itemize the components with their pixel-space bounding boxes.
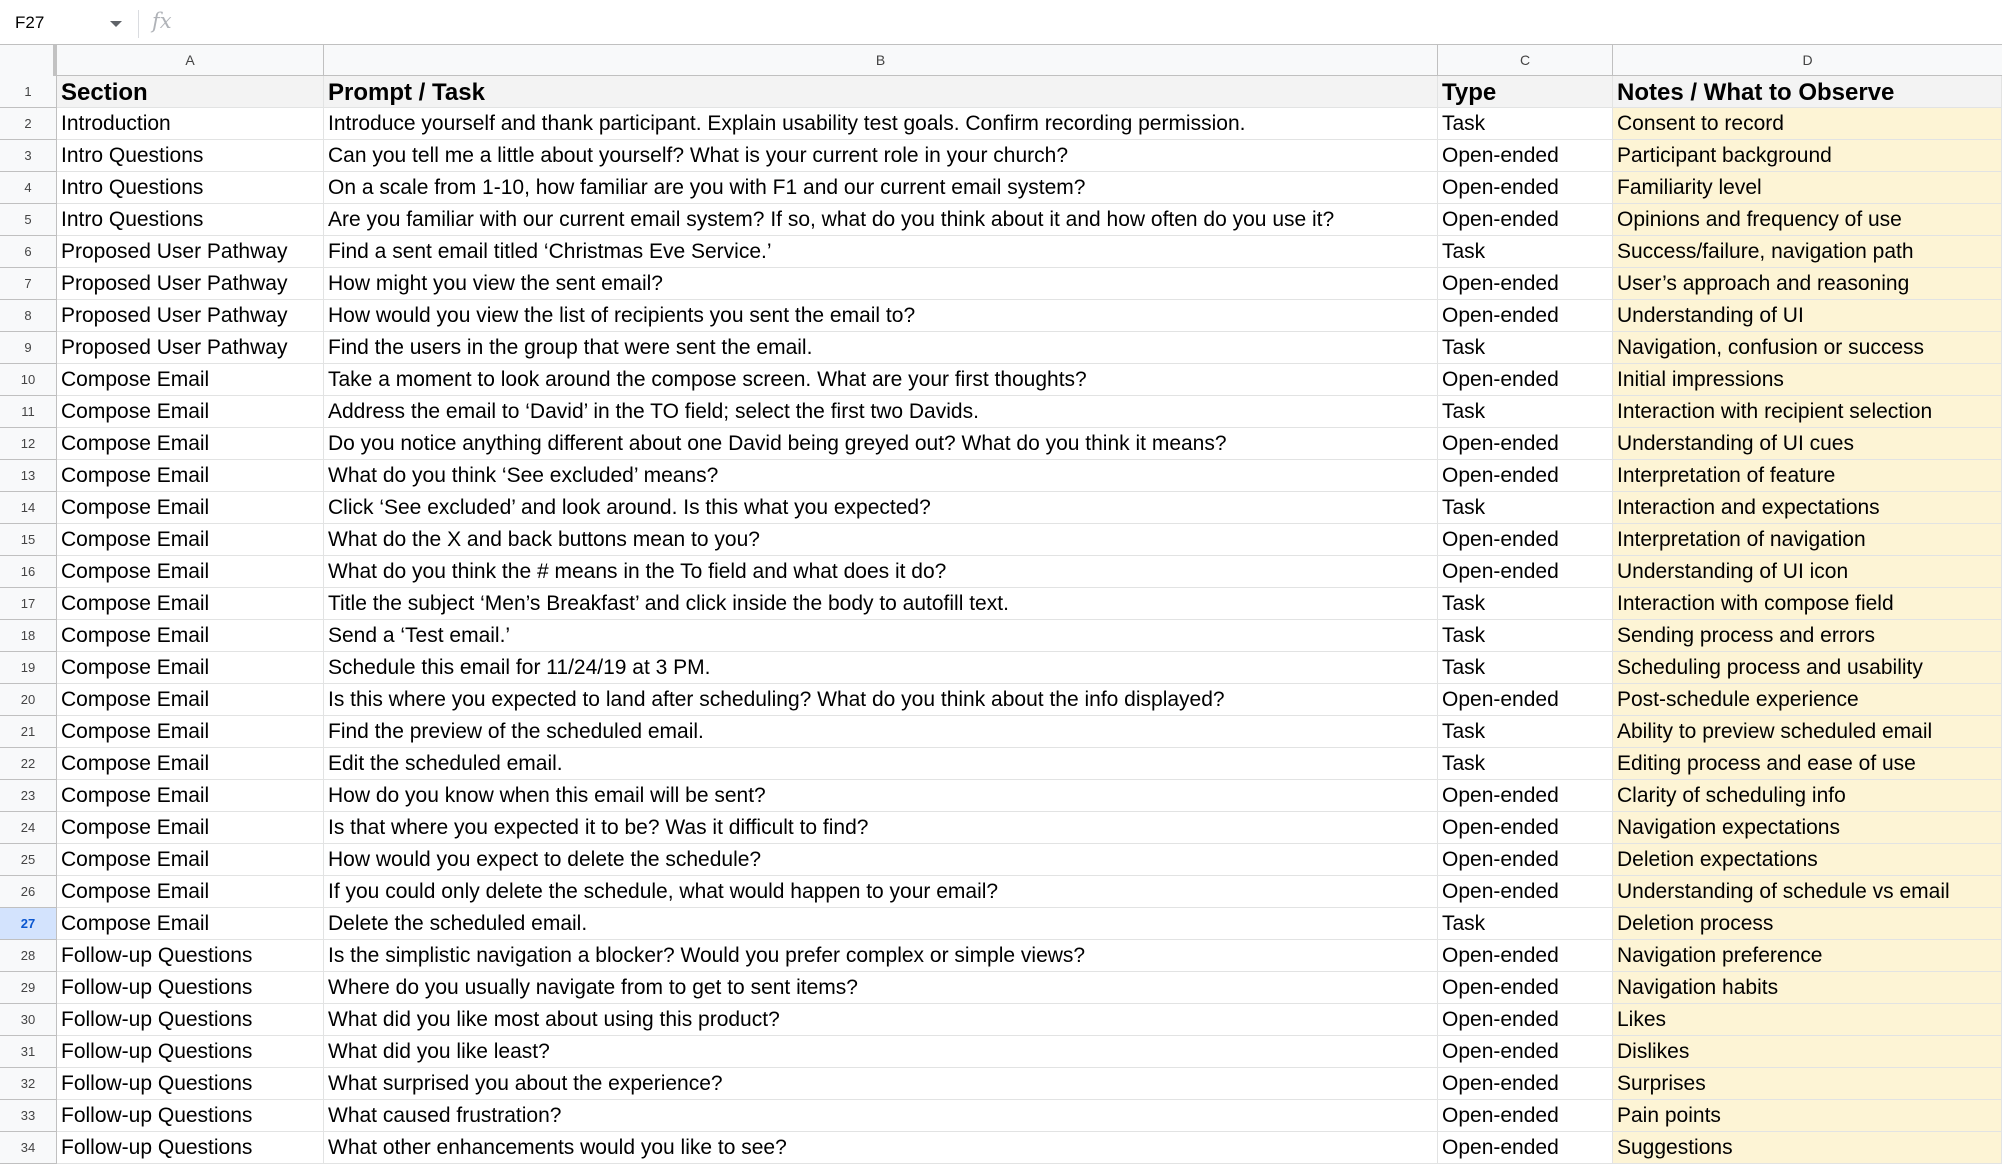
cell-type[interactable]: Task — [1438, 492, 1613, 524]
cell-prompt[interactable]: Is that where you expected it to be? Was it difficult to find? — [324, 812, 1438, 844]
cell-notes[interactable]: Consent to record — [1613, 108, 2002, 140]
cell-notes[interactable]: Sending process and errors — [1613, 620, 2002, 652]
row-number[interactable]: 19 — [0, 652, 57, 684]
table-row — [0, 1132, 2002, 1164]
cell-notes[interactable]: Deletion process — [1613, 908, 2002, 940]
cell-type[interactable]: Open-ended — [1438, 172, 1613, 204]
column-header-c[interactable]: C — [1438, 45, 1613, 76]
cell-notes[interactable]: Interaction with compose field — [1613, 588, 2002, 620]
cell-type[interactable]: Task — [1438, 908, 1613, 940]
table-row — [0, 204, 2002, 236]
cell-type[interactable]: Open-ended — [1438, 1004, 1613, 1036]
row-number[interactable]: 26 — [0, 876, 57, 908]
header-cell-notes[interactable]: Notes / What to Observe — [1613, 76, 2002, 108]
cell-notes[interactable]: Interaction with recipient selection — [1613, 396, 2002, 428]
cell-prompt[interactable]: Are you familiar with our current email system? If so, what do you think about it and how often do you use it? — [324, 204, 1438, 236]
cell-notes[interactable]: Ability to preview scheduled email — [1613, 716, 2002, 748]
row-number[interactable]: 27 — [0, 908, 57, 940]
table-row — [0, 300, 2002, 332]
table-row — [0, 396, 2002, 428]
row-number[interactable]: 9 — [0, 332, 57, 364]
cell-section[interactable]: Proposed User Pathway — [57, 332, 324, 364]
cell-prompt[interactable]: On a scale from 1-10, how familiar are you with F1 and our current email system? — [324, 172, 1438, 204]
table-row — [0, 652, 2002, 684]
cell-section[interactable]: Proposed User Pathway — [57, 236, 324, 268]
cell-prompt[interactable]: Find the users in the group that were sent the email. — [324, 332, 1438, 364]
cell-type[interactable]: Open-ended — [1438, 204, 1613, 236]
row-number[interactable]: 1 — [0, 76, 57, 108]
cell-type[interactable]: Open-ended — [1438, 364, 1613, 396]
cell-section[interactable]: Compose Email — [57, 364, 324, 396]
cell-type[interactable]: Open-ended — [1438, 1036, 1613, 1068]
column-header-row — [0, 44, 2002, 76]
cell-notes[interactable]: Interaction and expectations — [1613, 492, 2002, 524]
cell-section[interactable]: Compose Email — [57, 812, 324, 844]
cell-type[interactable]: Open-ended — [1438, 844, 1613, 876]
cell-prompt[interactable]: Introduce yourself and thank participant. Explain usability test goals. Confirm recording permission. — [324, 108, 1438, 140]
cell-prompt[interactable]: Delete the scheduled email. — [324, 908, 1438, 940]
cell-prompt[interactable]: Is the simplistic navigation a blocker? Would you prefer complex or simple views? — [324, 940, 1438, 972]
cell-type[interactable]: Task — [1438, 748, 1613, 780]
cell-type[interactable]: Open-ended — [1438, 684, 1613, 716]
cell-notes[interactable]: Success/failure, navigation path — [1613, 236, 2002, 268]
cell-section[interactable]: Compose Email — [57, 460, 324, 492]
table-row — [0, 1004, 2002, 1036]
cell-type[interactable]: Open-ended — [1438, 1068, 1613, 1100]
cell-type[interactable]: Task — [1438, 716, 1613, 748]
cell-prompt[interactable]: How might you view the sent email? — [324, 268, 1438, 300]
cell-prompt[interactable]: Find the preview of the scheduled email. — [324, 716, 1438, 748]
row-number[interactable]: 33 — [0, 1100, 57, 1132]
cell-prompt[interactable]: Send a ‘Test email.’ — [324, 620, 1438, 652]
row-number[interactable]: 16 — [0, 556, 57, 588]
cell-type[interactable]: Open-ended — [1438, 780, 1613, 812]
cell-reference[interactable]: F27 — [15, 13, 45, 32]
table-row — [0, 1100, 2002, 1132]
header-cell-section[interactable]: Section — [57, 76, 324, 108]
row-number[interactable]: 34 — [0, 1132, 57, 1164]
cell-section[interactable]: Compose Email — [57, 428, 324, 460]
cell-prompt[interactable]: Address the email to ‘David’ in the TO field; select the first two Davids. — [324, 396, 1438, 428]
column-header-a[interactable]: A — [57, 45, 324, 76]
cell-section[interactable]: Follow-up Questions — [57, 1068, 324, 1100]
table-row — [0, 460, 2002, 492]
row-number[interactable]: 25 — [0, 844, 57, 876]
cell-section[interactable]: Compose Email — [57, 908, 324, 940]
cell-section[interactable]: Compose Email — [57, 524, 324, 556]
cell-notes[interactable]: Editing process and ease of use — [1613, 748, 2002, 780]
header-cell-type[interactable]: Type — [1438, 76, 1613, 108]
table-row — [0, 844, 2002, 876]
cell-section[interactable]: Proposed User Pathway — [57, 300, 324, 332]
cell-type[interactable]: Open-ended — [1438, 556, 1613, 588]
cell-section[interactable]: Compose Email — [57, 588, 324, 620]
cell-type[interactable]: Open-ended — [1438, 460, 1613, 492]
table-row — [0, 524, 2002, 556]
cell-prompt[interactable]: Where do you usually navigate from to get to sent items? — [324, 972, 1438, 1004]
cell-section[interactable]: Compose Email — [57, 844, 324, 876]
column-header-b[interactable]: B — [324, 45, 1438, 76]
cell-section[interactable]: Follow-up Questions — [57, 1036, 324, 1068]
cell-prompt[interactable]: What other enhancements would you like to see? — [324, 1132, 1438, 1164]
cell-section[interactable]: Follow-up Questions — [57, 1100, 324, 1132]
cell-type[interactable]: Open-ended — [1438, 140, 1613, 172]
cell-notes[interactable]: Dislikes — [1613, 1036, 2002, 1068]
cell-prompt[interactable]: If you could only delete the schedule, what would happen to your email? — [324, 876, 1438, 908]
cell-prompt[interactable]: Do you notice anything different about one David being greyed out? What do you think it means? — [324, 428, 1438, 460]
cell-prompt[interactable]: What did you like least? — [324, 1036, 1438, 1068]
cell-type[interactable]: Task — [1438, 588, 1613, 620]
table-row — [0, 620, 2002, 652]
cell-type[interactable]: Open-ended — [1438, 300, 1613, 332]
cell-prompt[interactable]: What do the X and back buttons mean to you? — [324, 524, 1438, 556]
table-row — [0, 140, 2002, 172]
cell-section[interactable]: Introduction — [57, 108, 324, 140]
cell-type[interactable]: Open-ended — [1438, 524, 1613, 556]
row-number[interactable]: 7 — [0, 268, 57, 300]
cell-notes[interactable]: Navigation, confusion or success — [1613, 332, 2002, 364]
cell-section[interactable]: Compose Email — [57, 492, 324, 524]
table-row — [0, 876, 2002, 908]
row-number[interactable]: 29 — [0, 972, 57, 1004]
cell-prompt[interactable]: Schedule this email for 11/24/19 at 3 PM. — [324, 652, 1438, 684]
cell-notes[interactable]: Understanding of UI icon — [1613, 556, 2002, 588]
row-number[interactable]: 24 — [0, 812, 57, 844]
row-number[interactable]: 28 — [0, 940, 57, 972]
header-row — [0, 76, 2002, 108]
cell-prompt[interactable]: What did you like most about using this product? — [324, 1004, 1438, 1036]
cell-type[interactable]: Task — [1438, 332, 1613, 364]
row-number[interactable]: 11 — [0, 396, 57, 428]
table-row — [0, 364, 2002, 396]
cell-section[interactable]: Compose Email — [57, 876, 324, 908]
row-number[interactable]: 12 — [0, 428, 57, 460]
row-number[interactable]: 17 — [0, 588, 57, 620]
cell-type[interactable]: Task — [1438, 236, 1613, 268]
cell-notes[interactable]: Pain points — [1613, 1100, 2002, 1132]
name-box[interactable] — [0, 0, 135, 48]
cell-section[interactable]: Compose Email — [57, 684, 324, 716]
cell-type[interactable]: Open-ended — [1438, 1132, 1613, 1164]
cell-notes[interactable]: Scheduling process and usability — [1613, 652, 2002, 684]
table-row — [0, 332, 2002, 364]
cell-prompt[interactable]: Can you tell me a little about yourself? What is your current role in your church? — [324, 140, 1438, 172]
table-row — [0, 1036, 2002, 1068]
row-number[interactable]: 31 — [0, 1036, 57, 1068]
fx-icon: fx — [152, 9, 172, 33]
table-row — [0, 428, 2002, 460]
cell-notes[interactable]: Participant background — [1613, 140, 2002, 172]
formula-bar — [0, 0, 2002, 49]
row-number[interactable]: 14 — [0, 492, 57, 524]
row-number[interactable]: 6 — [0, 236, 57, 268]
cell-notes[interactable]: Likes — [1613, 1004, 2002, 1036]
cell-notes[interactable]: Familiarity level — [1613, 172, 2002, 204]
row-number[interactable]: 13 — [0, 460, 57, 492]
cell-type[interactable]: Open-ended — [1438, 268, 1613, 300]
row-number[interactable]: 21 — [0, 716, 57, 748]
cell-section[interactable]: Follow-up Questions — [57, 940, 324, 972]
cell-prompt[interactable]: Take a moment to look around the compose screen. What are your first thoughts? — [324, 364, 1438, 396]
cell-notes[interactable]: Understanding of UI — [1613, 300, 2002, 332]
cell-notes[interactable]: Interpretation of feature — [1613, 460, 2002, 492]
cell-section[interactable]: Compose Email — [57, 652, 324, 684]
cell-notes[interactable]: Navigation expectations — [1613, 812, 2002, 844]
cell-section[interactable]: Compose Email — [57, 556, 324, 588]
cell-type[interactable]: Task — [1438, 620, 1613, 652]
row-number[interactable]: 8 — [0, 300, 57, 332]
cell-section[interactable]: Compose Email — [57, 716, 324, 748]
chevron-down-icon[interactable] — [110, 21, 122, 27]
table-row — [0, 108, 2002, 140]
cell-section[interactable]: Intro Questions — [57, 140, 324, 172]
cell-section[interactable]: Compose Email — [57, 748, 324, 780]
cell-section[interactable]: Compose Email — [57, 620, 324, 652]
cell-type[interactable]: Open-ended — [1438, 972, 1613, 1004]
table-row — [0, 748, 2002, 780]
cell-prompt[interactable]: Is this where you expected to land after scheduling? What do you think about the info displayed? — [324, 684, 1438, 716]
cell-section[interactable]: Intro Questions — [57, 204, 324, 236]
table-row — [0, 556, 2002, 588]
table-row — [0, 172, 2002, 204]
cell-prompt[interactable]: Edit the scheduled email. — [324, 748, 1438, 780]
cell-notes[interactable]: Clarity of scheduling info — [1613, 780, 2002, 812]
row-number[interactable]: 23 — [0, 780, 57, 812]
row-number[interactable]: 30 — [0, 1004, 57, 1036]
table-row — [0, 1068, 2002, 1100]
row-number[interactable]: 20 — [0, 684, 57, 716]
row-number[interactable]: 2 — [0, 108, 57, 140]
cell-notes[interactable]: Navigation preference — [1613, 940, 2002, 972]
cell-section[interactable]: Follow-up Questions — [57, 1004, 324, 1036]
row-number[interactable]: 3 — [0, 140, 57, 172]
table-row — [0, 972, 2002, 1004]
cell-notes[interactable]: Navigation habits — [1613, 972, 2002, 1004]
cell-section[interactable]: Intro Questions — [57, 172, 324, 204]
cell-notes[interactable]: Suggestions — [1613, 1132, 2002, 1164]
cell-prompt[interactable]: What do you think ‘See excluded’ means? — [324, 460, 1438, 492]
header-cell-prompt[interactable]: Prompt / Task — [324, 76, 1438, 108]
cell-notes[interactable]: Interpretation of navigation — [1613, 524, 2002, 556]
cell-type[interactable]: Open-ended — [1438, 940, 1613, 972]
table-row — [0, 716, 2002, 748]
row-number[interactable]: 15 — [0, 524, 57, 556]
row-number[interactable]: 4 — [0, 172, 57, 204]
cell-type[interactable]: Open-ended — [1438, 812, 1613, 844]
cell-prompt[interactable]: Click ‘See excluded’ and look around. Is this what you expected? — [324, 492, 1438, 524]
table-row — [0, 684, 2002, 716]
cell-notes[interactable]: Deletion expectations — [1613, 844, 2002, 876]
cell-prompt[interactable]: How would you view the list of recipients you sent the email to? — [324, 300, 1438, 332]
table-row — [0, 236, 2002, 268]
cell-section[interactable]: Follow-up Questions — [57, 972, 324, 1004]
cell-prompt[interactable]: How would you expect to delete the schedule? — [324, 844, 1438, 876]
cell-section[interactable]: Compose Email — [57, 396, 324, 428]
cell-notes[interactable]: Post-schedule experience — [1613, 684, 2002, 716]
cell-notes[interactable]: Understanding of schedule vs email — [1613, 876, 2002, 908]
cell-prompt[interactable]: Title the subject ‘Men’s Breakfast’ and click inside the body to autofill text. — [324, 588, 1438, 620]
row-number[interactable]: 32 — [0, 1068, 57, 1100]
cell-type[interactable]: Open-ended — [1438, 428, 1613, 460]
cell-prompt[interactable]: Find a sent email titled ‘Christmas Eve Service.’ — [324, 236, 1438, 268]
cell-section[interactable]: Follow-up Questions — [57, 1132, 324, 1164]
row-number[interactable]: 10 — [0, 364, 57, 396]
row-number[interactable]: 22 — [0, 748, 57, 780]
row-number[interactable]: 5 — [0, 204, 57, 236]
table-row — [0, 588, 2002, 620]
cell-notes[interactable]: Surprises — [1613, 1068, 2002, 1100]
select-all-corner[interactable] — [0, 45, 57, 76]
formula-bar-divider — [138, 10, 139, 38]
cell-section[interactable]: Compose Email — [57, 780, 324, 812]
table-row — [0, 268, 2002, 300]
cell-prompt[interactable]: How do you know when this email will be sent? — [324, 780, 1438, 812]
cell-type[interactable]: Task — [1438, 652, 1613, 684]
cell-notes[interactable]: Understanding of UI cues — [1613, 428, 2002, 460]
table-row — [0, 812, 2002, 844]
cell-type[interactable]: Task — [1438, 108, 1613, 140]
table-row — [0, 940, 2002, 972]
row-number[interactable]: 18 — [0, 620, 57, 652]
cell-type[interactable]: Task — [1438, 396, 1613, 428]
cell-type[interactable]: Open-ended — [1438, 876, 1613, 908]
cell-type[interactable]: Open-ended — [1438, 1100, 1613, 1132]
cell-section[interactable]: Proposed User Pathway — [57, 268, 324, 300]
table-row — [0, 492, 2002, 524]
cell-prompt[interactable]: What caused frustration? — [324, 1100, 1438, 1132]
cell-notes[interactable]: User’s approach and reasoning — [1613, 268, 2002, 300]
cell-notes[interactable]: Opinions and frequency of use — [1613, 204, 2002, 236]
cell-notes[interactable]: Initial impressions — [1613, 364, 2002, 396]
cell-prompt[interactable]: What surprised you about the experience? — [324, 1068, 1438, 1100]
formula-input[interactable] — [190, 8, 1992, 40]
table-row — [0, 908, 2002, 940]
table-row — [0, 780, 2002, 812]
cell-prompt[interactable]: What do you think the # means in the To field and what does it do? — [324, 556, 1438, 588]
column-header-d[interactable]: D — [1802, 52, 1813, 68]
